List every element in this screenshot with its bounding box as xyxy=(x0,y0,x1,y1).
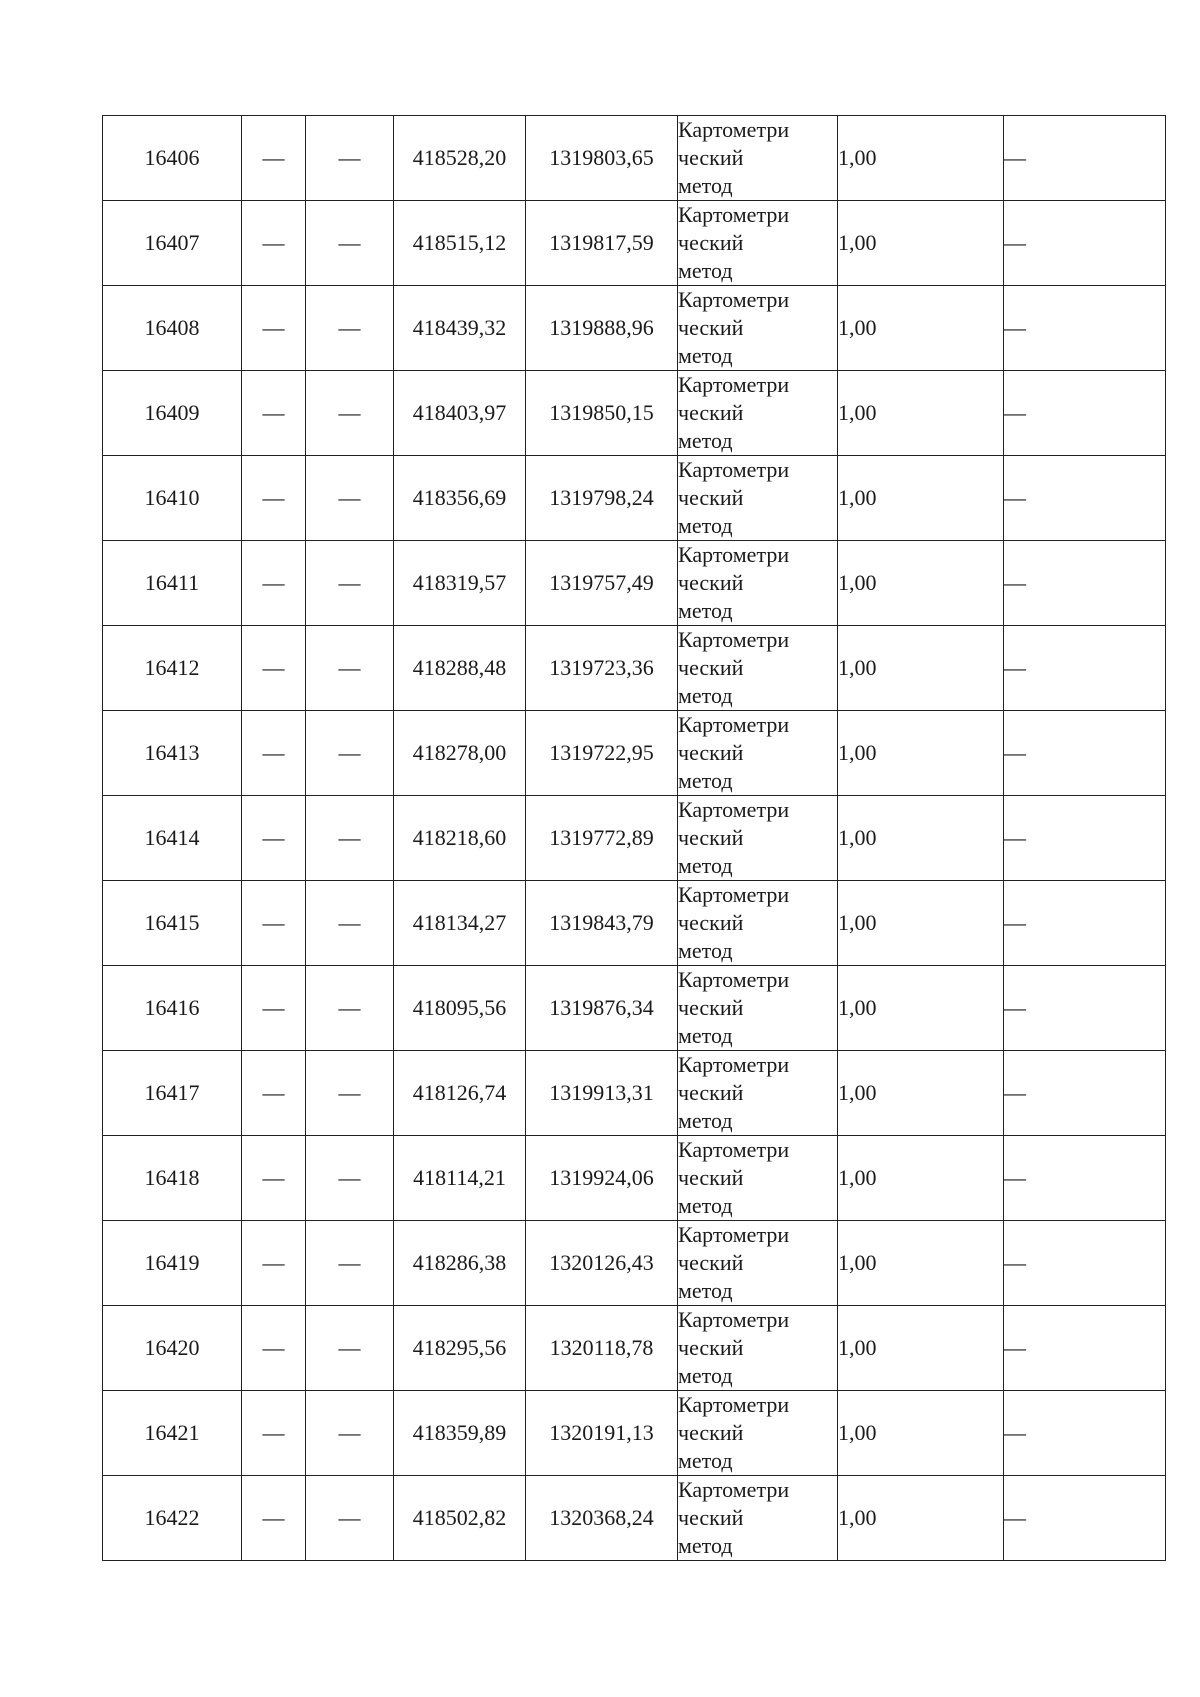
table-row xyxy=(103,626,1166,711)
method-cell: Картометри ческий метод xyxy=(678,796,838,881)
table-row xyxy=(103,1306,1166,1391)
y-coordinate-cell: 1319876,34 xyxy=(526,966,678,1051)
empty-dash-cell: — xyxy=(242,711,306,796)
x-coordinate-cell: 418114,21 xyxy=(394,1136,526,1221)
empty-dash-cell: — xyxy=(306,456,394,541)
description-cell: — xyxy=(1004,1476,1166,1561)
accuracy-cell: 1,00 xyxy=(838,201,1004,286)
point-number-cell: 16421 xyxy=(103,1391,242,1476)
description-cell: — xyxy=(1004,711,1166,796)
accuracy-cell: 1,00 xyxy=(838,1051,1004,1136)
method-cell: Картометри ческий метод xyxy=(678,711,838,796)
description-cell: — xyxy=(1004,1391,1166,1476)
x-coordinate-cell: 418218,60 xyxy=(394,796,526,881)
empty-dash-cell: — xyxy=(242,286,306,371)
empty-dash-cell: — xyxy=(306,796,394,881)
point-number-cell: 16406 xyxy=(103,116,242,201)
y-coordinate-cell: 1320368,24 xyxy=(526,1476,678,1561)
y-coordinate-cell: 1319924,06 xyxy=(526,1136,678,1221)
x-coordinate-cell: 418288,48 xyxy=(394,626,526,711)
method-cell: Картометри ческий метод xyxy=(678,966,838,1051)
point-number-cell: 16413 xyxy=(103,711,242,796)
empty-dash-cell: — xyxy=(306,371,394,456)
method-cell: Картометри ческий метод xyxy=(678,1051,838,1136)
y-coordinate-cell: 1319913,31 xyxy=(526,1051,678,1136)
description-cell: — xyxy=(1004,626,1166,711)
y-coordinate-cell: 1320126,43 xyxy=(526,1221,678,1306)
accuracy-cell: 1,00 xyxy=(838,541,1004,626)
empty-dash-cell: — xyxy=(306,1051,394,1136)
empty-dash-cell: — xyxy=(242,626,306,711)
table-row xyxy=(103,371,1166,456)
y-coordinate-cell: 1320191,13 xyxy=(526,1391,678,1476)
point-number-cell: 16416 xyxy=(103,966,242,1051)
x-coordinate-cell: 418134,27 xyxy=(394,881,526,966)
empty-dash-cell: — xyxy=(306,626,394,711)
y-coordinate-cell: 1319757,49 xyxy=(526,541,678,626)
y-coordinate-cell: 1319817,59 xyxy=(526,201,678,286)
point-number-cell: 16419 xyxy=(103,1221,242,1306)
coordinates-table xyxy=(102,115,1166,1561)
description-cell: — xyxy=(1004,201,1166,286)
table-row xyxy=(103,201,1166,286)
table-row xyxy=(103,1051,1166,1136)
accuracy-cell: 1,00 xyxy=(838,1476,1004,1561)
description-cell: — xyxy=(1004,116,1166,201)
empty-dash-cell: — xyxy=(242,796,306,881)
point-number-cell: 16414 xyxy=(103,796,242,881)
accuracy-cell: 1,00 xyxy=(838,1391,1004,1476)
description-cell: — xyxy=(1004,541,1166,626)
table-row xyxy=(103,1476,1166,1561)
point-number-cell: 16410 xyxy=(103,456,242,541)
table-row xyxy=(103,881,1166,966)
point-number-cell: 16409 xyxy=(103,371,242,456)
empty-dash-cell: — xyxy=(242,371,306,456)
accuracy-cell: 1,00 xyxy=(838,1221,1004,1306)
table-row xyxy=(103,796,1166,881)
accuracy-cell: 1,00 xyxy=(838,456,1004,541)
accuracy-cell: 1,00 xyxy=(838,116,1004,201)
point-number-cell: 16408 xyxy=(103,286,242,371)
point-number-cell: 16417 xyxy=(103,1051,242,1136)
x-coordinate-cell: 418515,12 xyxy=(394,201,526,286)
point-number-cell: 16418 xyxy=(103,1136,242,1221)
accuracy-cell: 1,00 xyxy=(838,626,1004,711)
accuracy-cell: 1,00 xyxy=(838,1306,1004,1391)
description-cell: — xyxy=(1004,456,1166,541)
table-row xyxy=(103,1391,1166,1476)
empty-dash-cell: — xyxy=(306,201,394,286)
empty-dash-cell: — xyxy=(306,1136,394,1221)
x-coordinate-cell: 418356,69 xyxy=(394,456,526,541)
y-coordinate-cell: 1319803,65 xyxy=(526,116,678,201)
coordinates-table-body xyxy=(103,116,1166,1561)
empty-dash-cell: — xyxy=(242,1136,306,1221)
empty-dash-cell: — xyxy=(306,881,394,966)
accuracy-cell: 1,00 xyxy=(838,881,1004,966)
y-coordinate-cell: 1319723,36 xyxy=(526,626,678,711)
method-cell: Картометри ческий метод xyxy=(678,1136,838,1221)
empty-dash-cell: — xyxy=(242,541,306,626)
table-row xyxy=(103,541,1166,626)
empty-dash-cell: — xyxy=(306,1306,394,1391)
description-cell: — xyxy=(1004,966,1166,1051)
y-coordinate-cell: 1319843,79 xyxy=(526,881,678,966)
method-cell: Картометри ческий метод xyxy=(678,626,838,711)
x-coordinate-cell: 418359,89 xyxy=(394,1391,526,1476)
x-coordinate-cell: 418278,00 xyxy=(394,711,526,796)
point-number-cell: 16415 xyxy=(103,881,242,966)
y-coordinate-cell: 1319888,96 xyxy=(526,286,678,371)
method-cell: Картометри ческий метод xyxy=(678,1306,838,1391)
y-coordinate-cell: 1319850,15 xyxy=(526,371,678,456)
empty-dash-cell: — xyxy=(242,1391,306,1476)
accuracy-cell: 1,00 xyxy=(838,966,1004,1051)
method-cell: Картометри ческий метод xyxy=(678,1221,838,1306)
x-coordinate-cell: 418286,38 xyxy=(394,1221,526,1306)
accuracy-cell: 1,00 xyxy=(838,1136,1004,1221)
empty-dash-cell: — xyxy=(242,456,306,541)
accuracy-cell: 1,00 xyxy=(838,286,1004,371)
y-coordinate-cell: 1319798,24 xyxy=(526,456,678,541)
empty-dash-cell: — xyxy=(242,116,306,201)
point-number-cell: 16420 xyxy=(103,1306,242,1391)
point-number-cell: 16407 xyxy=(103,201,242,286)
description-cell: — xyxy=(1004,1051,1166,1136)
empty-dash-cell: — xyxy=(242,1476,306,1561)
x-coordinate-cell: 418126,74 xyxy=(394,1051,526,1136)
method-cell: Картометри ческий метод xyxy=(678,541,838,626)
x-coordinate-cell: 418528,20 xyxy=(394,116,526,201)
table-row xyxy=(103,711,1166,796)
description-cell: — xyxy=(1004,1136,1166,1221)
x-coordinate-cell: 418319,57 xyxy=(394,541,526,626)
empty-dash-cell: — xyxy=(306,1391,394,1476)
method-cell: Картометри ческий метод xyxy=(678,201,838,286)
description-cell: — xyxy=(1004,371,1166,456)
method-cell: Картометри ческий метод xyxy=(678,1391,838,1476)
empty-dash-cell: — xyxy=(306,1476,394,1561)
description-cell: — xyxy=(1004,881,1166,966)
method-cell: Картометри ческий метод xyxy=(678,1476,838,1561)
accuracy-cell: 1,00 xyxy=(838,711,1004,796)
y-coordinate-cell: 1319722,95 xyxy=(526,711,678,796)
point-number-cell: 16422 xyxy=(103,1476,242,1561)
table-row xyxy=(103,966,1166,1051)
empty-dash-cell: — xyxy=(306,1221,394,1306)
table-row xyxy=(103,456,1166,541)
description-cell: — xyxy=(1004,1306,1166,1391)
method-cell: Картометри ческий метод xyxy=(678,881,838,966)
empty-dash-cell: — xyxy=(306,541,394,626)
empty-dash-cell: — xyxy=(242,1051,306,1136)
empty-dash-cell: — xyxy=(306,966,394,1051)
empty-dash-cell: — xyxy=(242,966,306,1051)
x-coordinate-cell: 418403,97 xyxy=(394,371,526,456)
accuracy-cell: 1,00 xyxy=(838,796,1004,881)
x-coordinate-cell: 418095,56 xyxy=(394,966,526,1051)
x-coordinate-cell: 418502,82 xyxy=(394,1476,526,1561)
table-row xyxy=(103,1221,1166,1306)
point-number-cell: 16411 xyxy=(103,541,242,626)
description-cell: — xyxy=(1004,286,1166,371)
empty-dash-cell: — xyxy=(242,881,306,966)
table-row xyxy=(103,1136,1166,1221)
method-cell: Картометри ческий метод xyxy=(678,116,838,201)
empty-dash-cell: — xyxy=(242,1221,306,1306)
empty-dash-cell: — xyxy=(242,1306,306,1391)
x-coordinate-cell: 418295,56 xyxy=(394,1306,526,1391)
description-cell: — xyxy=(1004,796,1166,881)
method-cell: Картометри ческий метод xyxy=(678,371,838,456)
empty-dash-cell: — xyxy=(242,201,306,286)
empty-dash-cell: — xyxy=(306,286,394,371)
x-coordinate-cell: 418439,32 xyxy=(394,286,526,371)
table-row xyxy=(103,116,1166,201)
point-number-cell: 16412 xyxy=(103,626,242,711)
y-coordinate-cell: 1320118,78 xyxy=(526,1306,678,1391)
method-cell: Картометри ческий метод xyxy=(678,286,838,371)
empty-dash-cell: — xyxy=(306,116,394,201)
table-row xyxy=(103,286,1166,371)
accuracy-cell: 1,00 xyxy=(838,371,1004,456)
method-cell: Картометри ческий метод xyxy=(678,456,838,541)
y-coordinate-cell: 1319772,89 xyxy=(526,796,678,881)
empty-dash-cell: — xyxy=(306,711,394,796)
description-cell: — xyxy=(1004,1221,1166,1306)
